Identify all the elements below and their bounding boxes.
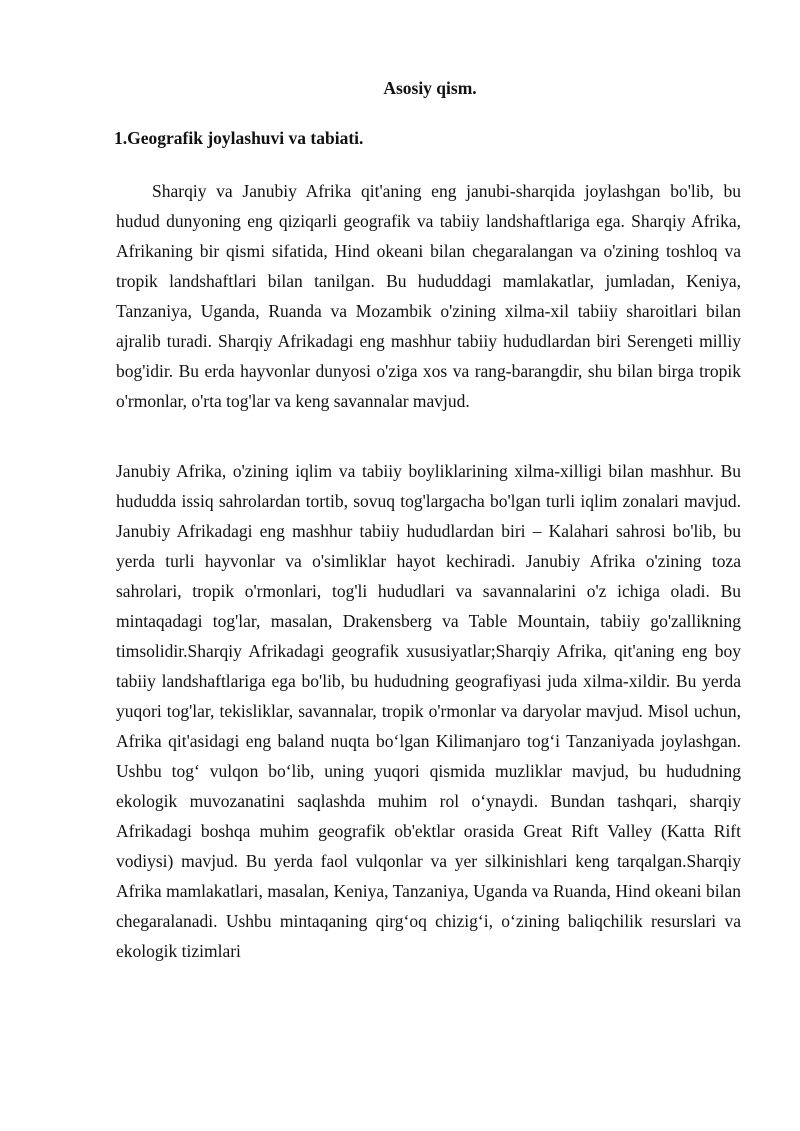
section-heading: 1.Geografik joylashuvi va tabiati. [114, 128, 364, 148]
paragraph-2: Janubiy Afrika, o'zining iqlim va tabiiy boyliklarining xilma-xilligi bilan mashhur. Bu hududda issiq sahrolardan tortib, sovuq tog'largacha bo'lgan turli iqlim zonalari mavjud. Janubiy Afrikadagi eng mashhur tabiiy hududlardan biri – Kalahari sahrosi bo'lib, bu yerda turli hayvonlar va o'simliklar hayot kechiradi. Janubiy Afrika o'zining toza sahrolari, tropik o'rmonlari, tog'li hududlari va savannalarini o'z ichiga oladi. Bu mintaqadagi tog'lar, masalan, Drakensberg va Table Mountain, tabiiy go'zallikning timsolidir.Sharqiy Afrikadagi geografik xususiyatlar;Sharqiy Afrika, qit'aning eng boy tabiiy landshaftlariga ega bo'lib, bu hududning geografiyasi juda xilma-xildir. Bu yerda yuqori tog'lar, tekisliklar, savannalar, tropik o'rmonlar va daryolar mavjud. Misol uchun, Afrika qit'asidagi eng baland nuqta bo‘lgan Kilimanjaro tog‘i Tanzaniyada joylashgan. Ushbu tog‘ vulqon bo‘lib, uning yuqori qismida muzliklar mavjud, bu hududning ekologik muvozanatini saqlashda muhim rol o‘ynaydi. Bundan tashqari, sharqiy Afrikadagi boshqa muhim geografik ob'ektlar orasida Great Rift Valley (Katta Rift vodiysi) mavjud. Bu yerda faol vulqonlar va yer silkinishlari keng tarqalgan.Sharqiy Afrika mamlakatlari, masalan, Keniya, Tanzaniya, Uganda va Ruanda, Hind okeani bilan chegaralanadi. Ushbu mintaqaning qirg‘oq chizig‘i, o‘zining baliqchilik resurslari va ekologik tizimlari [116, 461, 741, 961]
page-title: Asosiy qism. [383, 78, 477, 98]
paragraph-1: Sharqiy va Janubiy Afrika qit'aning eng janubi-sharqida joylashgan bo'lib, bu hudud dunyoning eng qiziqarli geografik va tabiiy landshaftlariga ega. Sharqiy Afrika, Afrikaning bir qismi sifatida, Hind okeani bilan chegaralangan va o'zining toshloq va tropik landshaftlari bilan tanilgan. Bu hududdagi mamlakatlar, jumladan, Keniya, Tanzaniya, Uganda, Ruanda va Mozambik o'zining xilma-xil tabiiy sharoitlari bilan ajralib turadi. Sharqiy Afrikadagi eng mashhur tabiiy hududlardan biri Serengeti milliy bog'idir. Bu erda hayvonlar dunyosi o'ziga xos va rang-barangdir, shu bilan birga tropik o'rmonlar, o'rta tog'lar va keng savannalar mavjud. [116, 181, 741, 411]
